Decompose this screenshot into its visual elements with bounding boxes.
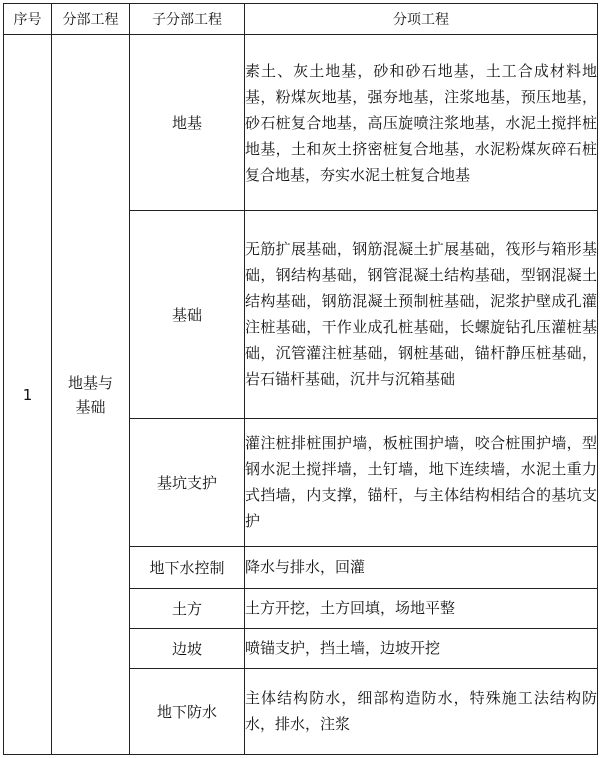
subdivision-cell: 边坡	[130, 628, 245, 668]
items-cell: 降水与排水，回灌	[245, 546, 598, 588]
division-cell	[52, 35, 130, 755]
subdivision-cell: 地下水控制	[130, 546, 245, 588]
division-label: 地基与基础	[67, 373, 113, 416]
items-cell: 土方开挖，土方回填，场地平整	[245, 588, 598, 628]
items-cell: 无筋扩展基础，钢筋混凝土扩展基础，筏形与箱形基础，钢结构基础，钢管混凝土结构基础，型钢混凝土结构基础，钢筋混凝土预制桩基础，泥浆护壁成孔灌注桩基础，干作业成孔桩基础，长螺旋钻孔压灌桩基础，沉管灌注桩基础，钢桩基础，锚杆静压桩基础，岩石锚杆基础，沉井与沉箱基础	[245, 211, 598, 418]
header-row	[4, 4, 598, 35]
header-items: 分项工程	[245, 4, 598, 35]
header-seq: 序号	[4, 4, 52, 35]
items-cell: 素土、灰土地基，砂和砂石地基，土工合成材料地基，粉煤灰地基，强夯地基，注浆地基，预压地基，砂石桩复合地基，高压旋喷注浆地基，水泥土搅拌桩地基，土和灰土挤密桩复合地基，水泥粉煤灰碎石桩复合地基，夯实水泥土桩复合地基	[245, 35, 598, 211]
items-cell: 喷锚支护，挡土墙，边坡开挖	[245, 628, 598, 668]
subdivision-cell: 地下防水	[130, 668, 245, 754]
header-subdivision: 子分部工程	[130, 4, 245, 35]
seq-cell: 1	[4, 35, 52, 755]
engineering-division-table	[3, 3, 598, 755]
subdivision-cell: 基础	[130, 211, 245, 418]
subdivision-cell: 地基	[130, 35, 245, 211]
subdivision-cell: 土方	[130, 588, 245, 628]
items-cell: 灌注桩排桩围护墙，板桩围护墙，咬合桩围护墙，型钢水泥土搅拌墙，土钉墙，地下连续墙，水泥土重力式挡墙，内支撑，锚杆，与主体结构相结合的基坑支护	[245, 418, 598, 546]
header-division: 分部工程	[52, 4, 130, 35]
table-row	[4, 35, 598, 211]
subdivision-cell: 基坑支护	[130, 418, 245, 546]
items-cell: 主体结构防水，细部构造防水，特殊施工法结构防水，排水，注浆	[245, 668, 598, 754]
